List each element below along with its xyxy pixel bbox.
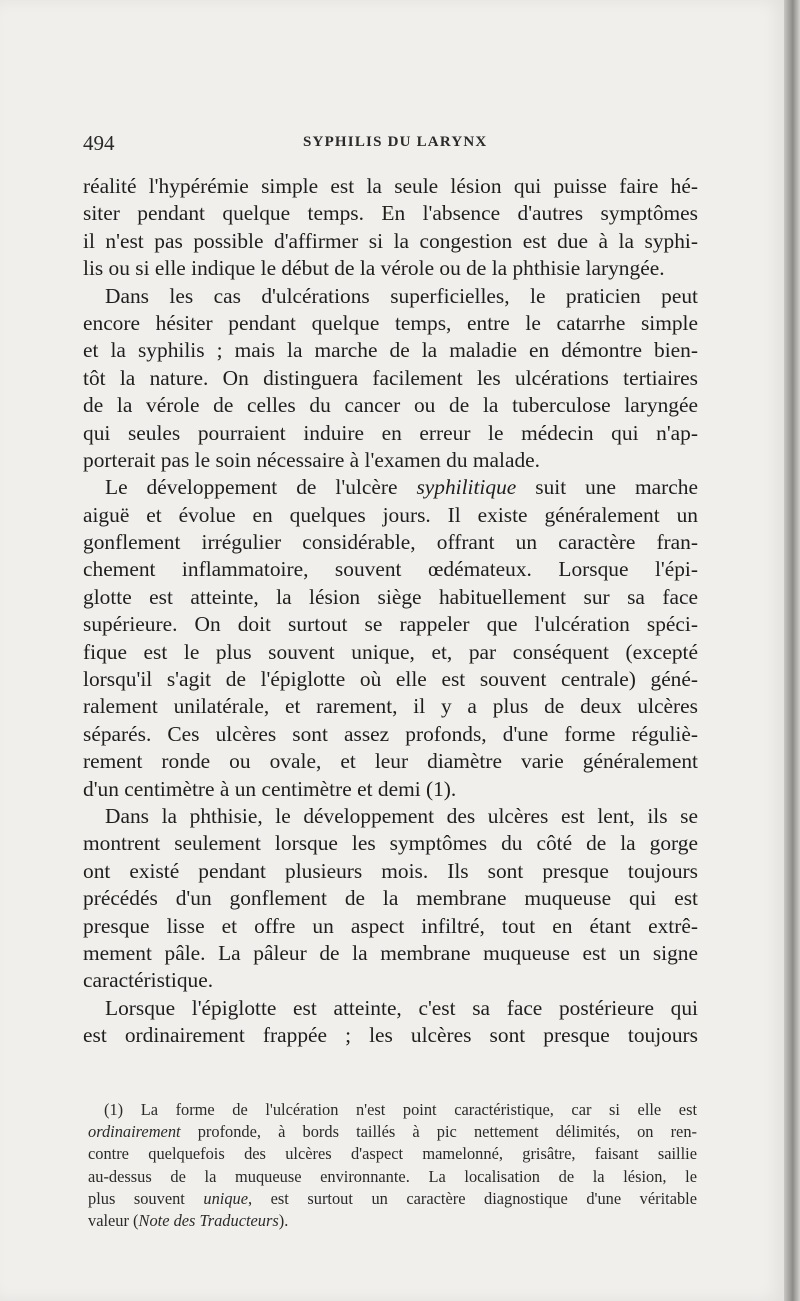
text-line: il n'est pas possible d'affirmer si la congestion est due à la syphi-	[83, 228, 698, 253]
text-line: fique est le plus souvent unique, et, par conséquent (excepté	[83, 639, 698, 664]
italic-term: Note des Traducteurs	[138, 1210, 279, 1230]
text-line: de la vérole de celles du cancer ou de la tuberculose laryngée	[83, 393, 698, 418]
text-segment: ).	[278, 1210, 289, 1230]
text-line: est ordinairement frappée ; les ulcères sont presque toujours	[83, 1023, 698, 1048]
text-line: caractéristique.	[83, 968, 214, 993]
text-segment: valeur (	[88, 1210, 139, 1230]
text-line: ralement unilatérale, et rarement, il y a plus de deux ulcères	[83, 694, 698, 719]
text-segment: suit une marche	[535, 475, 698, 500]
text-line: lis ou si elle indique le début de la vérole ou de la phthisie laryngée.	[83, 256, 665, 281]
text-line: Lorsque l'épiglotte est atteinte, c'est sa face postérieure qui	[105, 995, 698, 1020]
footnote-line	[88, 1188, 697, 1210]
italic-term: ordinairement	[88, 1122, 181, 1142]
text-line: d'un centimètre à un centimètre et demi (1).	[83, 776, 457, 801]
text-line: tôt la nature. On distinguera facilement les ulcérations tertiaires	[83, 365, 698, 390]
text-line: précédés d'un gonflement de la membrane muqueuse qui est	[83, 886, 698, 911]
text-line: porterait pas le soin nécessaire à l'examen du malade.	[83, 447, 541, 472]
italic-term: unique	[203, 1188, 249, 1208]
text-line: supérieure. On doit surtout se rappeler que l'ulcération spéci-	[83, 612, 698, 637]
text-line: mement pâle. La pâleur de la membrane muqueuse est un signe	[83, 940, 698, 965]
footnote	[88, 1099, 697, 1232]
text-line: montrent seulement lorsque les symptômes du côté de la gorge	[83, 831, 698, 856]
text-segment: , est surtout un caractère diagnostique d'une véritable	[248, 1188, 697, 1208]
text-line: chement inflammatoire, souvent œdémateux. Lorsque l'épi-	[83, 557, 698, 582]
footnote-line: contre quelquefois des ulcères d'aspect mamelonné, grisâtre, faisant saillie	[88, 1144, 697, 1164]
text-segment: plus souvent	[88, 1188, 204, 1208]
text-line	[83, 474, 698, 501]
text-segment: profonde, à bords taillés à pic nettement délimités, on ren-	[180, 1122, 697, 1142]
text-line: aiguë et évolue en quelques jours. Il existe généralement un	[83, 502, 698, 527]
footnote-line	[88, 1210, 697, 1232]
footnote-line: (1) La forme de l'ulcération n'est point caractéristique, car si elle est	[104, 1100, 697, 1119]
text-line: glotte est atteinte, la lésion siège habituellement sur sa face	[83, 584, 698, 609]
text-segment: Le développement de l'ulcère	[105, 475, 398, 500]
text-line: ont existé pendant plusieurs mois. Ils sont presque toujours	[83, 858, 698, 883]
text-line: Dans les cas d'ulcérations superficielles, le praticien peut	[105, 283, 698, 308]
text-line: séparés. Ces ulcères sont assez profonds, d'une forme réguliè-	[83, 721, 698, 746]
text-line: et la syphilis ; mais la marche de la maladie en démontre bien-	[83, 338, 698, 363]
text-line: rement ronde ou ovale, et leur diamètre varie généralement	[83, 749, 698, 774]
text-line: réalité l'hypérémie simple est la seule lésion qui puisse faire hé-	[83, 174, 698, 198]
running-title: SYPHILIS DU LARYNX	[303, 134, 488, 150]
text-line: qui seules pourraient induire en erreur le médecin qui n'ap-	[83, 420, 698, 445]
text-line: Dans la phthisie, le développement des ulcères est lent, ils se	[105, 803, 698, 828]
page-edge-shadow	[784, 0, 800, 1301]
page-header	[83, 131, 698, 161]
text-line: siter pendant quelque temps. En l'absence d'autres symptômes	[83, 201, 698, 226]
page-number: 494	[83, 131, 115, 155]
footnote-line	[88, 1121, 697, 1143]
text-line: lorsqu'il s'agit de l'épiglotte où elle est souvent centrale) géné-	[83, 667, 698, 692]
text-line: gonflement irrégulier considérable, offrant un caractère fran-	[83, 530, 698, 555]
text-line: presque lisse et offre un aspect infiltré, tout en étant extrê-	[83, 913, 698, 938]
footnote-line: au-dessus de la muqueuse environnante. La localisation de la lésion, le	[88, 1166, 697, 1186]
text-line: encore hésiter pendant quelque temps, entre le catarrhe simple	[83, 310, 698, 335]
italic-term: syphilitique	[416, 475, 517, 500]
body-text	[83, 173, 698, 1050]
